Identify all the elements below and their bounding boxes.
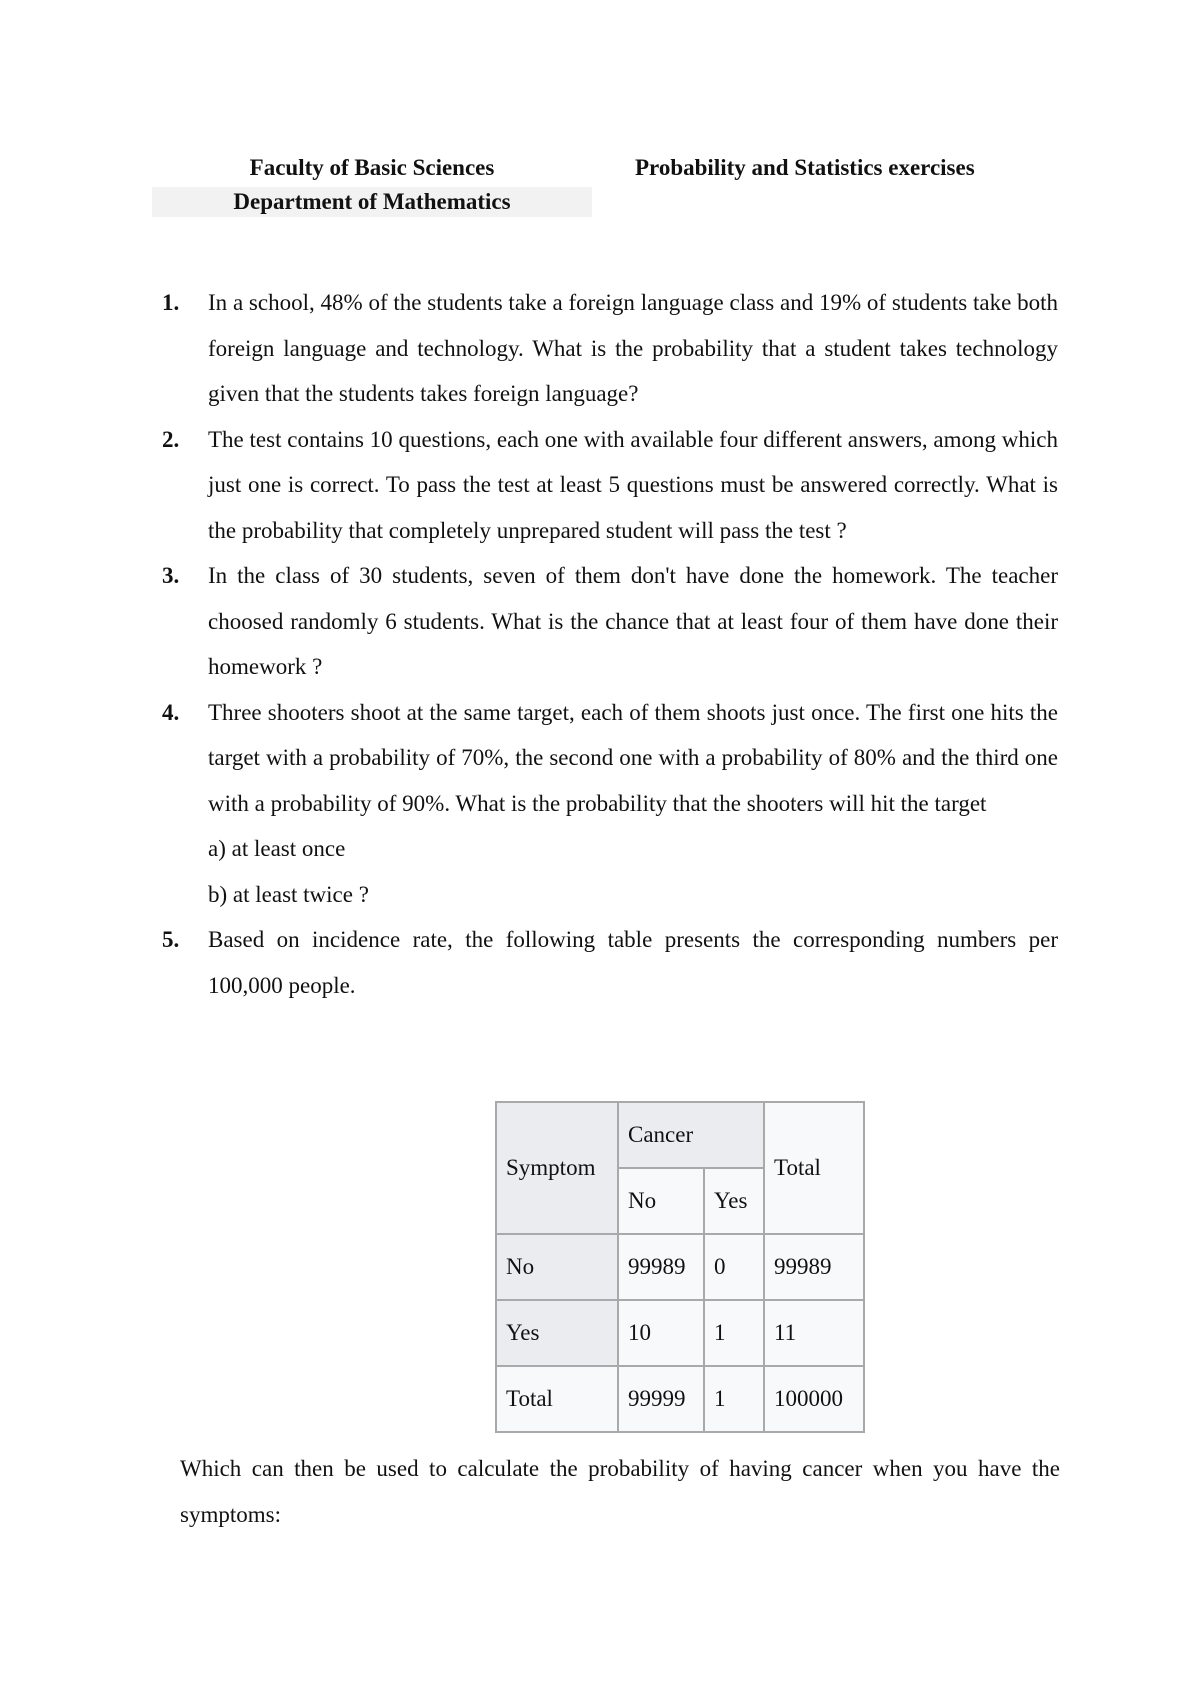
exercise-subpart-b: b) at least twice ?: [208, 881, 369, 907]
cancer-yes-header: Yes: [704, 1168, 764, 1234]
table-row: [496, 1366, 864, 1432]
table-row: [496, 1300, 864, 1366]
cell-yes: 1: [704, 1300, 764, 1366]
table-row: [496, 1234, 864, 1300]
course-title: Probability and Statistics exercises: [635, 155, 975, 180]
exercise-item: [162, 417, 1058, 554]
row-label: Total: [496, 1366, 618, 1432]
exercise-number: 1.: [162, 290, 180, 315]
exercise-subpart-a: a) at least once: [208, 836, 346, 861]
exercise-text: In a school, 48% of the students take a foreign language class and 19% of students take both foreign language and technology. What is the probability that a student takes technology given that the students takes foreign language?: [208, 290, 1058, 406]
cell-total: 99989: [764, 1234, 864, 1300]
cell-total: 11: [764, 1300, 864, 1366]
exercise-text: In the class of 30 students, seven of them don't have done the homework. The teacher choosed randomly 6 students. What is the chance that at least four of them have done their homework ?: [208, 563, 1058, 679]
cell-no: 10: [618, 1300, 704, 1366]
table-header-row: [496, 1102, 864, 1168]
exercise-number: 4.: [162, 699, 180, 725]
faculty-heading: Faculty of Basic Sciences: [249, 155, 495, 180]
exercise-item: [162, 690, 1058, 918]
exercise-number: 2.: [162, 426, 180, 452]
total-header: Total: [764, 1102, 864, 1234]
exercise-text: The test contains 10 questions, each one with available four different answers, among which just one is correct. To pass the test at least 5 questions must be answered correctly. What is the probability that completely unprepared student will pass the test ?: [208, 426, 1058, 543]
exercise-item: [162, 280, 1058, 417]
contingency-table: [495, 1101, 865, 1433]
cancer-no-header: No: [618, 1168, 704, 1234]
closing-paragraph: Which can then be used to calculate the probability of having cancer when you have the symptoms:: [180, 1456, 1060, 1527]
cell-yes: 1: [704, 1366, 764, 1432]
exercise-number: 5.: [162, 927, 180, 952]
cell-no: 99999: [618, 1366, 704, 1432]
exercise-item: [162, 553, 1058, 690]
exercise-text: Three shooters shoot at the same target, each of them shoots just once. The first one hits the target with a probability of 70%, the second one with a probability of 80% and the third one with a probability of 90%. What is the probability that the shooters will hit the target: [208, 699, 1058, 816]
exercise-item: [162, 917, 1058, 1008]
exercise-list: [162, 280, 1058, 1008]
cell-yes: 0: [704, 1234, 764, 1300]
exercise-number: 3.: [162, 563, 180, 588]
exercise-text: Based on incidence rate, the following table presents the corresponding numbers per 100,000 people.: [208, 927, 1058, 998]
cancer-header: Cancer: [618, 1102, 764, 1168]
row-label: Yes: [496, 1300, 618, 1366]
exercise-body: [208, 690, 1058, 918]
department-heading: Department of Mathematics: [152, 187, 592, 217]
cell-no: 99989: [618, 1234, 704, 1300]
symptom-header: Symptom: [496, 1102, 618, 1234]
row-label: No: [496, 1234, 618, 1300]
cell-total: 100000: [764, 1366, 864, 1432]
